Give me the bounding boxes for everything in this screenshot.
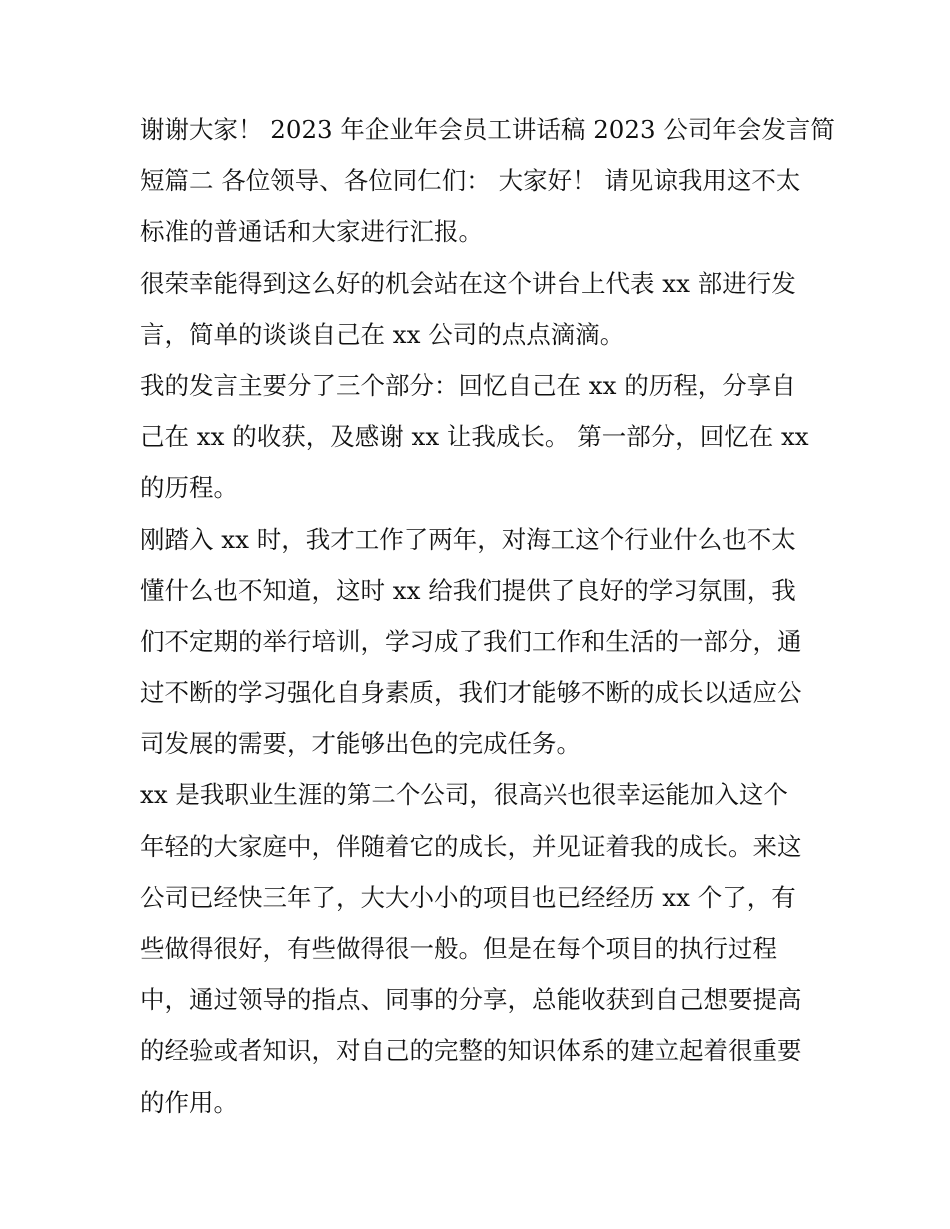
- paragraph-2: [140, 258, 816, 360]
- document-body: [140, 104, 835, 1128]
- text-line: 过不断的学习强化自身素质，我们才能够不断的成长以适应公: [140, 678, 802, 708]
- text-line: 懂什么也不知道，这时 xx 给我们提供了良好的学习氛围，我: [140, 575, 796, 605]
- text-line: 的历程。: [140, 473, 238, 503]
- text-line: 的作用。: [140, 1087, 238, 1117]
- text-line: 言，简单的谈谈自己在 xx 公司的点点滴滴。: [140, 319, 625, 349]
- text-line: 们不定期的举行培训，学习成了我们工作和生活的一部分，通: [140, 626, 802, 656]
- text-line: 很荣幸能得到这么好的机会站在这个讲台上代表 xx 部进行发: [140, 268, 796, 298]
- text-line: 年轻的大家庭中，伴随着它的成长，并见证着我的成长。来这: [140, 831, 802, 861]
- text-line: 的经验或者知识，对自己的完整的知识体系的建立起着很重要: [140, 1036, 802, 1066]
- text-line: xx 是我职业生涯的第二个公司，很高兴也很幸运能加入这个: [140, 780, 788, 810]
- paragraph-1: [140, 104, 835, 258]
- text-line: 些做得很好，有些做得很一般。但是在每个项目的执行过程: [140, 934, 777, 963]
- text-line: 刚踏入 xx 时，我才工作了两年，对海工这个行业什么也不太: [140, 524, 796, 554]
- text-line: 短篇二 各位领导、各位同仁们： 大家好！ 请见谅我用这不太: [140, 166, 801, 196]
- paragraph-3: [140, 360, 816, 514]
- text-line: 标准的普通话和大家进行汇报。: [140, 217, 483, 247]
- text-line: 己在 xx 的收获，及感谢 xx 让我成长。 第一部分，回忆在 xx: [140, 422, 809, 452]
- text-line: 中，通过领导的指点、同事的分享，总能收获到自己想要提高: [140, 985, 802, 1015]
- paragraph-5: [140, 769, 816, 1127]
- text-line: 司发展的需要，才能够出色的完成任务。: [140, 729, 581, 759]
- text-line: 公司已经快三年了，大大小小的项目也已经经历 xx 个了，有: [140, 882, 796, 912]
- text-line: 谢谢大家！ 2023 年企业年会员工讲话稿 2023 公司年会发言简: [140, 115, 835, 144]
- text-line: 我的发言主要分了三个部分：回忆自己在 xx 的历程，分享自: [140, 370, 796, 400]
- paragraph-4: [140, 514, 816, 770]
